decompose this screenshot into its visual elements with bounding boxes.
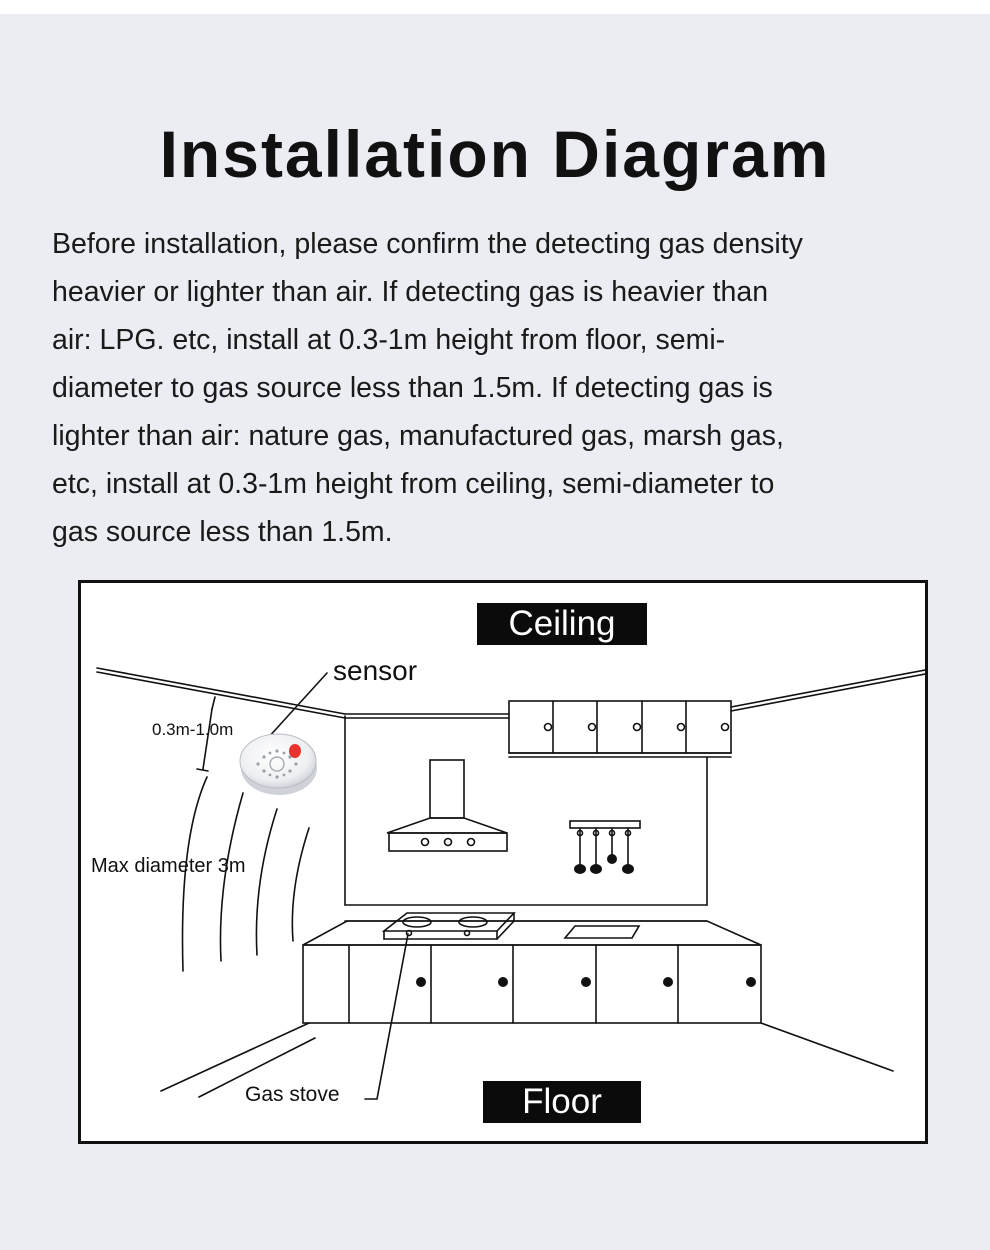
description-line: diameter to gas source less than 1.5m. If detecting gas is — [52, 372, 773, 404]
sensor-label: sensor — [333, 655, 418, 686]
utensil-rail — [570, 821, 640, 865]
max-diameter-label: Max diameter 3m — [91, 855, 246, 877]
base-cabinets — [303, 921, 761, 1023]
height-range-label: 0.3m-1.0m — [152, 720, 234, 739]
room-wall-lines — [345, 716, 707, 921]
page-title: Installation Diagram — [159, 117, 831, 191]
upper-cabinets — [509, 701, 731, 757]
installation-description — [52, 220, 952, 556]
gas-stove-leader-line — [365, 934, 408, 1099]
description-line: etc, install at 0.3-1m height from ceiling, semi-diameter to — [52, 468, 775, 500]
gas-stove — [384, 913, 514, 939]
description-line: air: LPG. etc, install at 0.3-1m height from floor, semi- — [52, 324, 726, 356]
gas-stove-label: Gas stove — [245, 1083, 340, 1106]
sink — [565, 926, 639, 938]
description-line: gas source less than 1.5m. — [52, 516, 393, 548]
range-hood — [387, 760, 507, 851]
ceiling-label: Ceiling — [477, 603, 647, 645]
room-ceiling-lines — [97, 668, 925, 718]
description-line: Before installation, please confirm the detecting gas density — [52, 228, 803, 260]
sensor-indicator-light — [289, 744, 301, 758]
description-line: heavier or lighter than air. If detecting gas is heavier than — [52, 276, 769, 308]
installation-diagram — [78, 580, 928, 1144]
gas-sensor-device — [240, 734, 317, 795]
floor-label: Floor — [483, 1081, 641, 1123]
description-line: lighter than air: nature gas, manufactured gas, marsh gas, — [52, 420, 784, 452]
